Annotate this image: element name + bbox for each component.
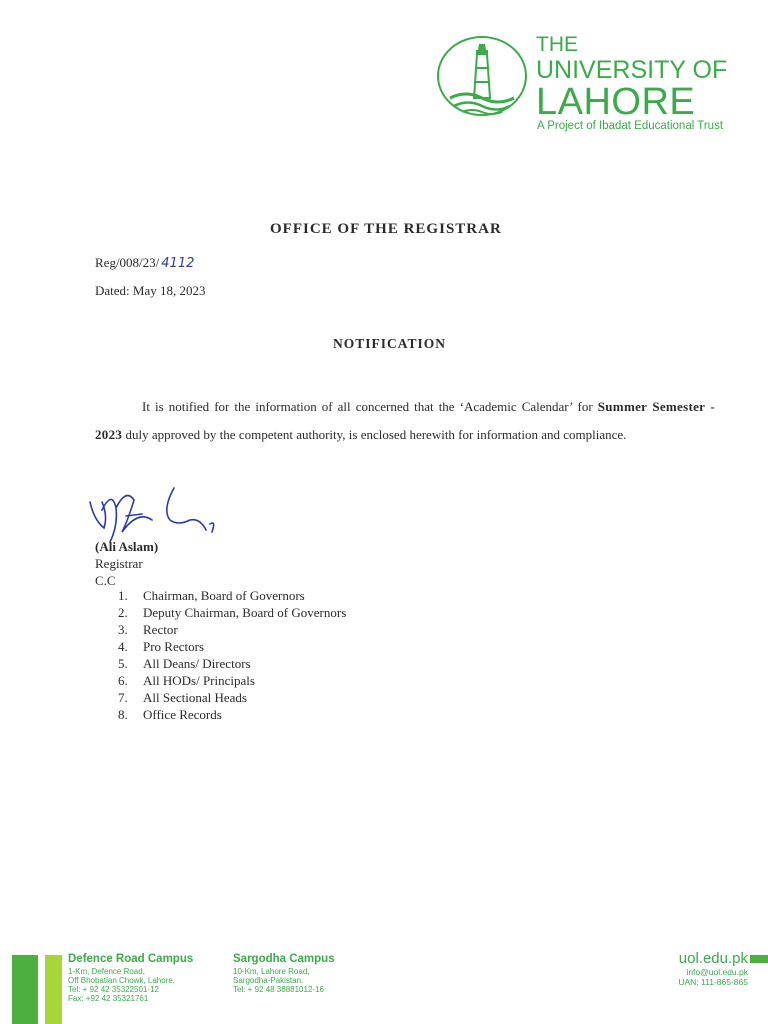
footer-sargodha-campus xyxy=(233,953,335,994)
uan-number: UAN: 111-865-865 xyxy=(678,977,748,987)
list-item-text: Pro Rectors xyxy=(143,639,205,654)
reference-line xyxy=(95,255,194,271)
list-item-number: 8. xyxy=(118,707,128,722)
defence-campus-line: Tel: + 92 42 35322501-12 xyxy=(68,985,159,994)
list-item xyxy=(118,672,346,689)
list-item xyxy=(118,706,346,723)
reference-number-handwritten: 4112 xyxy=(161,256,195,271)
notification-body xyxy=(95,393,715,449)
list-item xyxy=(118,587,346,604)
email-link[interactable]: info@uol.edu.pk xyxy=(686,967,748,977)
cc-list xyxy=(118,587,346,723)
logo-tagline: A Project of Ibadat Educational Trust xyxy=(537,120,724,132)
list-item-text: Office Records xyxy=(143,707,222,722)
notification-text-part1: It is notified for the information of all concerned that the ‘Academic Calendar’ for xyxy=(142,399,593,414)
logo-line-lahore: LAHORE xyxy=(536,81,696,123)
notification-semester-bold: Summer Semester - 2023 xyxy=(95,399,715,442)
defence-campus-line: Off Bhobatian Chowk, Lahore. xyxy=(68,976,176,985)
defence-campus-line: Fax: +92 42 35321761 xyxy=(68,994,149,1003)
sargodha-campus-title: Sargodha Campus xyxy=(233,953,335,965)
list-item xyxy=(118,621,346,638)
sargodha-campus-line: Sargodha-Pakistan. xyxy=(233,976,304,985)
list-item-number: 5. xyxy=(118,656,128,671)
list-item-number: 7. xyxy=(118,690,128,705)
office-heading: OFFICE OF THE REGISTRAR xyxy=(270,221,502,237)
list-item-text: All Deans/ Directors xyxy=(143,656,251,671)
list-item-text: All Sectional Heads xyxy=(143,690,247,705)
footer-green-tab xyxy=(750,955,768,963)
notification-text-part2: duly approved by the competent authority, is enclosed herewith for information and compliance. xyxy=(122,427,627,442)
signatory-name: (Ali Aslam) xyxy=(95,539,159,554)
logo-line-university-of: UNIVERSITY OF xyxy=(536,56,728,84)
signatory-title: Registrar xyxy=(95,556,143,571)
defence-campus-line: 1-Km, Defence Road, xyxy=(68,967,145,976)
university-emblem-icon xyxy=(436,36,528,118)
list-item-text: Rector xyxy=(143,622,178,637)
university-logo-wordmark xyxy=(536,34,727,121)
footer-defence-campus xyxy=(68,953,193,1003)
list-item-text: Chairman, Board of Governors xyxy=(143,588,305,603)
list-item xyxy=(118,655,346,672)
list-item xyxy=(118,604,346,621)
list-item-number: 3. xyxy=(118,622,128,637)
cc-label: C.C xyxy=(95,573,116,588)
list-item xyxy=(118,689,346,706)
defence-campus-title: Defence Road Campus xyxy=(68,953,194,965)
sargodha-campus-line: Tel: + 92 48 38881012-16 xyxy=(233,985,324,994)
footer-lime-bar xyxy=(45,955,62,1024)
list-item-number: 4. xyxy=(118,639,128,654)
website-link[interactable]: uol.edu.pk xyxy=(678,950,748,967)
list-item-text: Deputy Chairman, Board of Governors xyxy=(143,605,347,620)
logo-line-the: THE xyxy=(536,33,578,56)
dated-line: Dated: May 18, 2023 xyxy=(95,283,206,298)
list-item-number: 2. xyxy=(118,605,128,620)
list-item-text: All HODs/ Principals xyxy=(143,673,255,688)
reference-prefix: Reg/008/23/ xyxy=(95,255,160,270)
list-item-number: 6. xyxy=(118,673,128,688)
notification-heading: NOTIFICATION xyxy=(333,336,447,351)
list-item-number: 1. xyxy=(118,588,128,603)
footer-green-bar xyxy=(12,955,38,1024)
list-item xyxy=(118,638,346,655)
footer-contact xyxy=(678,950,748,987)
sargodha-campus-line: 10-Km, Lahore Road, xyxy=(233,967,310,976)
